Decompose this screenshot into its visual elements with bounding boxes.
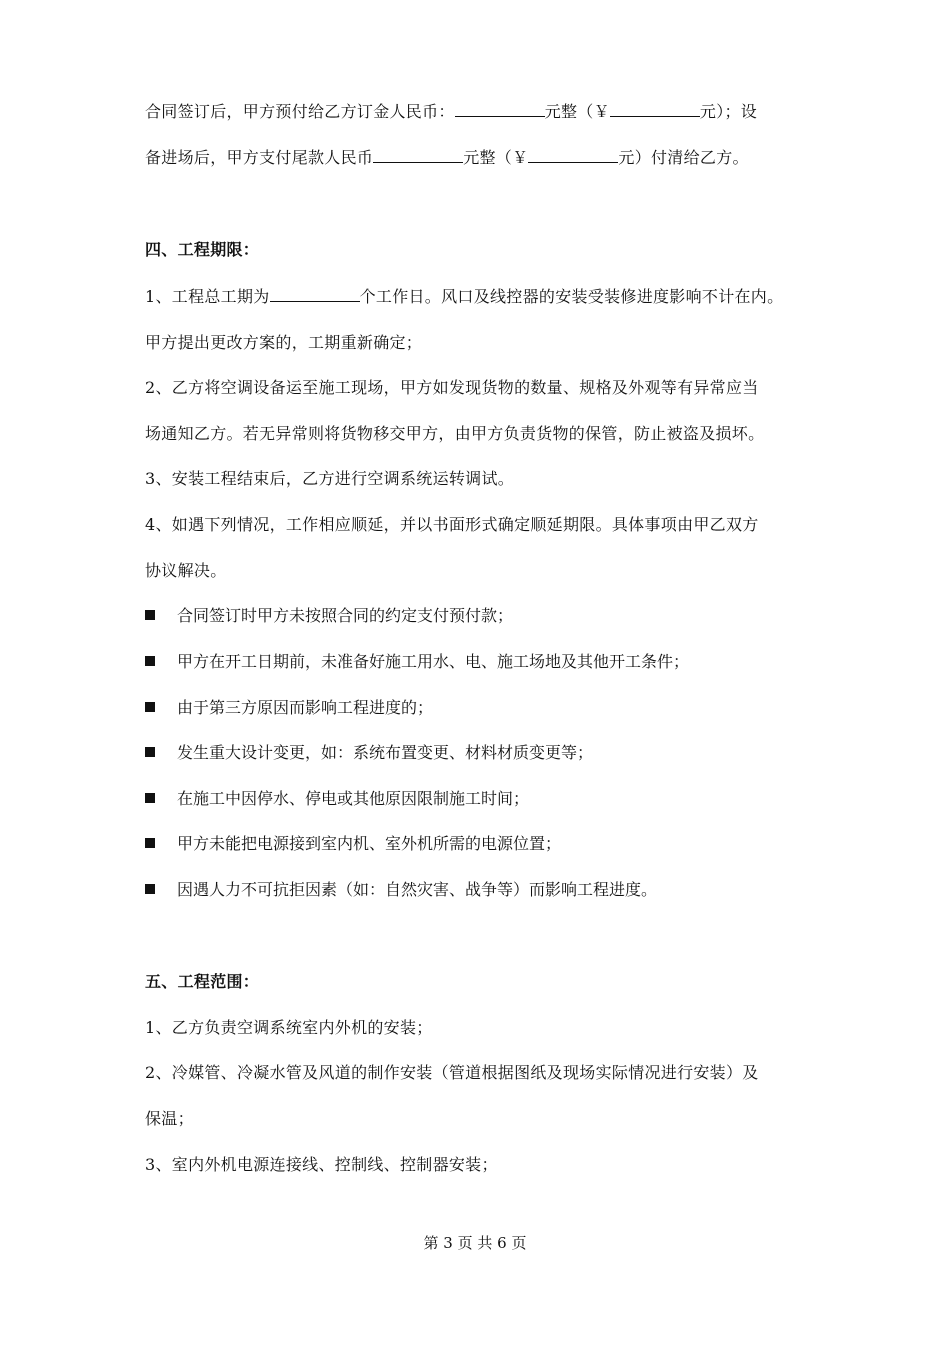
text: 1、工程总工期为 (145, 287, 270, 306)
section-5-item-3: 3、室内外机电源连接线、控制线、控制器安装； (145, 1155, 498, 1174)
list-item-text: 发生重大设计变更，如：系统布置变更、材料材质变更等； (177, 743, 594, 762)
list-item (145, 878, 815, 902)
list-item (145, 650, 815, 674)
blank-field (528, 148, 618, 163)
section-4-item-1 (145, 285, 815, 309)
page-number-footer: 第 3 页 共 6 页 (423, 1234, 527, 1252)
list-item-text: 由于第三方原因而影响工程进度的； (177, 698, 434, 717)
square-bullet-icon (145, 838, 155, 848)
payment-line-2 (145, 146, 815, 170)
list-item (145, 741, 815, 765)
section-5-item-1: 1、乙方负责空调系统室内外机的安装； (145, 1018, 433, 1037)
text: 元）；设 (699, 102, 758, 121)
section-4-item-2-cont: 场通知乙方。若无异常则将货物移交甲方，由甲方负责货物的保管，防止被盗及损坏。 (145, 424, 765, 443)
section-4-item-1-cont: 甲方提出更改方案的，工期重新确定； (145, 333, 423, 352)
list-item (145, 604, 815, 628)
text: 元整（￥ (544, 102, 610, 121)
list-item (145, 787, 815, 811)
list-item (145, 696, 815, 720)
section-4-item-4: 4、如遇下列情况，工作相应顺延，并以书面形式确定顺延期限。具体事项由甲乙双方 (145, 515, 759, 534)
square-bullet-icon (145, 610, 155, 620)
list-item-text: 合同签订时甲方未按照合同的约定支付预付款； (177, 606, 514, 625)
section-4-item-4-cont: 协议解决。 (145, 561, 227, 580)
section-4-item-3: 3、安装工程结束后，乙方进行空调系统运转调试。 (145, 469, 515, 488)
section-4-title: 四、工程期限： (145, 240, 260, 259)
list-item-text: 甲方在开工日期前，未准备好施工用水、电、施工场地及其他开工条件； (177, 652, 690, 671)
list-item-text: 甲方未能把电源接到室内机、室外机所需的电源位置； (177, 834, 562, 853)
section-5-item-2: 2、冷媒管、冷凝水管及风道的制作安装（管道根据图纸及现场实际情况进行安装）及 (145, 1063, 759, 1082)
section-5-item-2-cont: 保温； (145, 1109, 194, 1128)
text: 合同签订后，甲方预付给乙方订金人民币： (145, 102, 455, 121)
square-bullet-icon (145, 702, 155, 712)
text: 备进场后，甲方支付尾款人民币 (145, 148, 374, 167)
square-bullet-icon (145, 793, 155, 803)
blank-field (373, 148, 463, 163)
list-item-text: 因遇人力不可抗拒因素（如：自然灾害、战争等）而影响工程进度。 (177, 880, 658, 899)
text: 个工作日。风口及线控器的安装受装修进度影响不计在内。 (359, 287, 784, 306)
blank-field (610, 102, 700, 117)
list-item (145, 832, 815, 856)
square-bullet-icon (145, 884, 155, 894)
list-item-text: 在施工中因停水、停电或其他原因限制施工时间； (177, 789, 530, 808)
text: 元整（￥ (463, 148, 529, 167)
square-bullet-icon (145, 656, 155, 666)
blank-field (455, 102, 545, 117)
section-4-item-2: 2、乙方将空调设备运至施工现场，甲方如发现货物的数量、规格及外观等有异常应当 (145, 378, 759, 397)
square-bullet-icon (145, 747, 155, 757)
blank-field (270, 287, 360, 302)
payment-line-1 (145, 100, 815, 124)
section-5-title: 五、工程范围： (145, 972, 260, 991)
text: 元）付清给乙方。 (618, 148, 749, 167)
